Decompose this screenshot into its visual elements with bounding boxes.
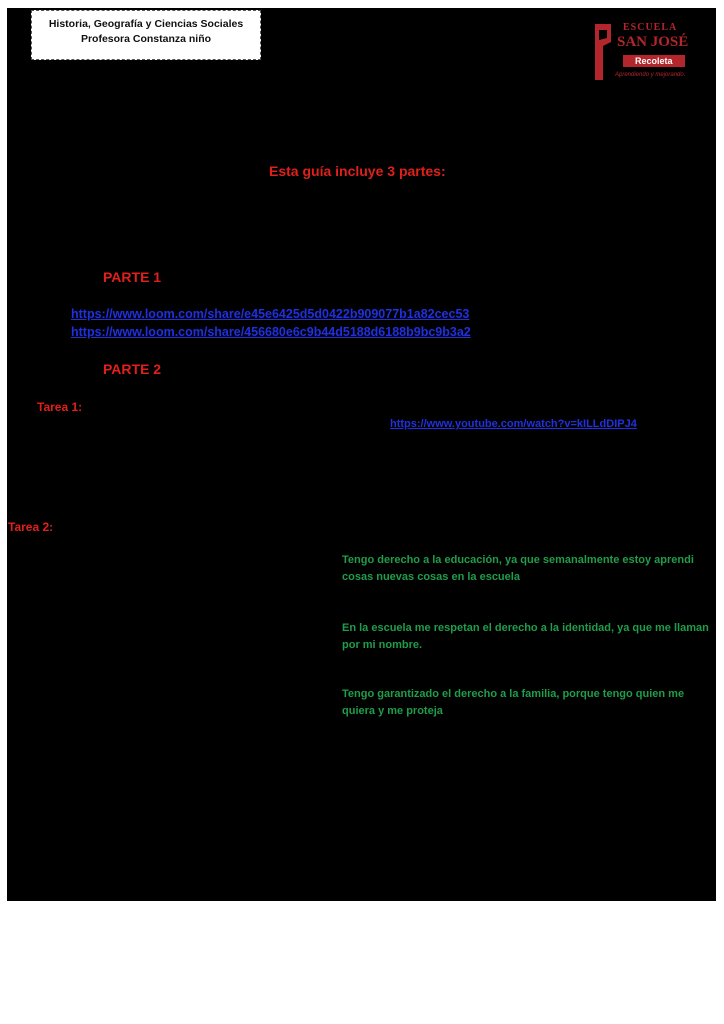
logo-line-1: ESCUELA [623,22,678,33]
answer-1: Tengo derecho a la educación, ya que semanalmente estoy aprendi cosas nuevas cosas en la escuela [342,554,694,583]
logo-line-3: Recoleta [623,55,685,67]
parte-1-link-2[interactable]: https://www.loom.com/share/456680e6c9b44d5188d6188b9bc9b3a2 [71,325,471,339]
teacher-name: Profesora Constanza niño [80,33,212,45]
subject-title: Historia, Geografía y Ciencias Sociales [48,18,244,30]
tarea-1-label: Tarea 1: [37,400,83,414]
document-page [7,8,716,901]
intro-heading: Esta guía incluye 3 partes: [269,163,446,179]
answer-2: En la escuela me respetan el derecho a la identidad, ya que me llaman por mi nombre. [342,622,709,651]
school-emblem-icon [593,22,613,82]
parte-2-heading: PARTE 2 [103,361,162,377]
tarea-2-label: Tarea 2: [8,520,54,534]
header-box [31,10,261,60]
logo-tagline: Aprendiendo y mejorando. [615,72,686,78]
school-logo [589,16,707,88]
logo-line-2: SAN JOSÉ [617,34,689,50]
answer-3: Tengo garantizado el derecho a la familia, porque tengo quien me quiera y me proteja [342,688,685,717]
parte-1-link-1[interactable]: https://www.loom.com/share/e45e6425d5d0422b909077b1a82cec53 [71,307,470,321]
tarea-1-link[interactable]: https://www.youtube.com/watch?v=kILLdDIPJ4 [390,418,637,430]
parte-1-heading: PARTE 1 [103,269,162,285]
